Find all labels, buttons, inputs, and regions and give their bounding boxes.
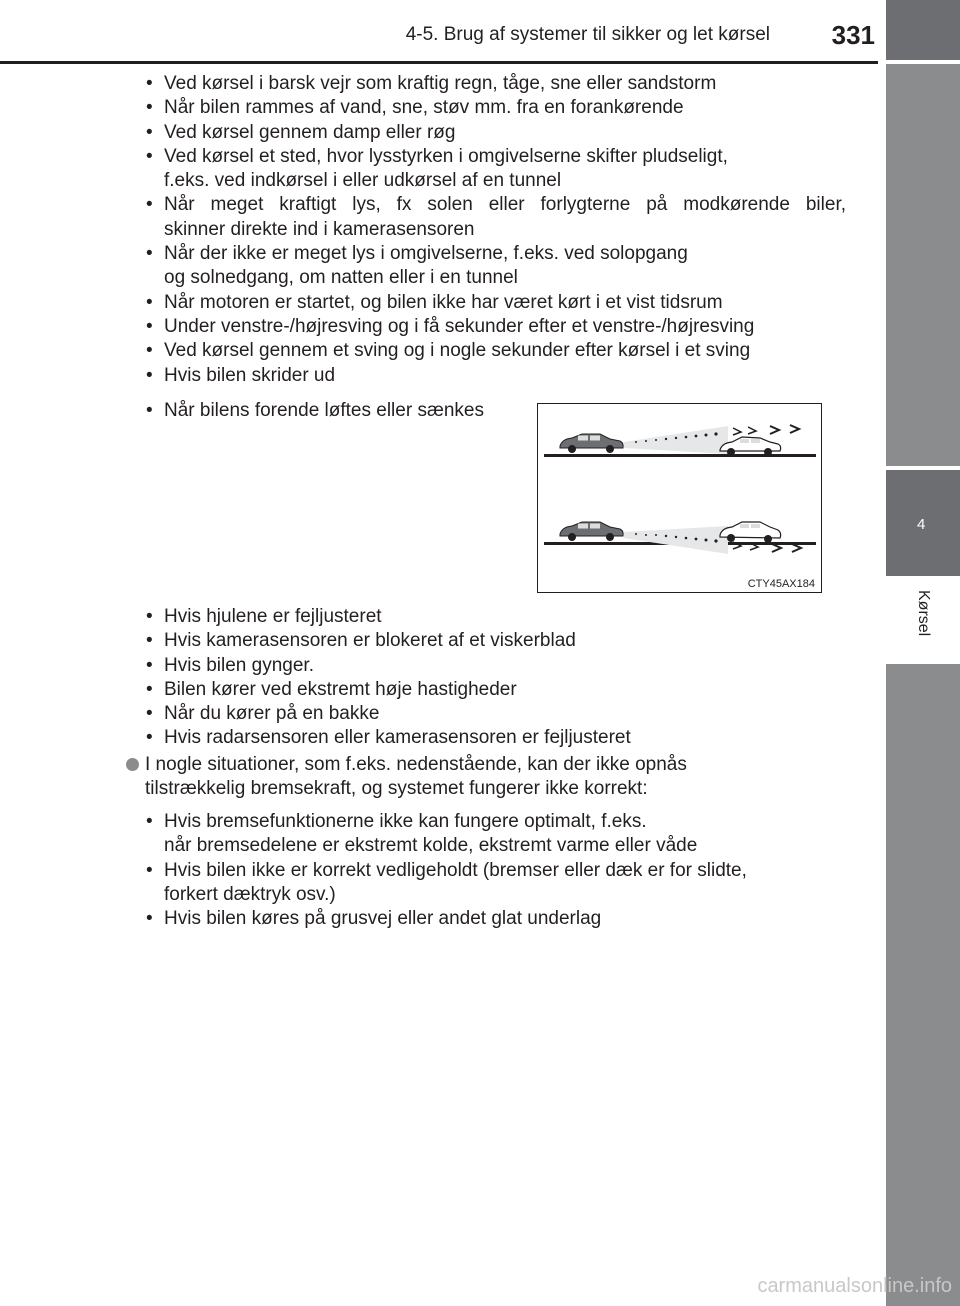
bullet: • <box>146 340 153 362</box>
side-tab-lower <box>886 664 960 1306</box>
list-item <box>146 364 846 388</box>
list-item-text: Hvis hjulene er fejljusteret <box>164 606 382 627</box>
list-item-text-cont: f.eks. ved indkørsel i eller udkørsel af en tunnel <box>164 170 562 192</box>
list-item <box>146 145 846 194</box>
list-item <box>146 399 526 423</box>
list-item-text: Hvis bilen køres på grusvej eller andet glat underlag <box>164 908 602 930</box>
figure-code: CTY45AX184 <box>747 578 815 590</box>
list-item-text: Når meget kraftigt lys, fx solen eller forlygterne på modkørende biler, <box>164 194 846 216</box>
condition-list-2 <box>146 605 846 751</box>
bullet: • <box>146 859 153 881</box>
list-item-text-cont: og solnedgang, om natten eller i en tunnel <box>164 267 518 289</box>
bullet: • <box>146 606 153 627</box>
bullet: • <box>146 400 153 421</box>
list-item <box>146 339 846 363</box>
car-left-top-icon <box>560 434 623 453</box>
note-line: I nogle situationer, som f.eks. nedenstående, kan der ikke opnås <box>145 754 687 775</box>
chapter-tab <box>886 470 960 576</box>
list-item-text-cont: forkert dæktryk osv.) <box>164 883 336 905</box>
list-item-text: Ved kørsel et sted, hvor lysstyrken i omgivelserne skifter pludseligt, <box>164 145 728 167</box>
list-item-text: Hvis bilen skrider ud <box>164 364 336 386</box>
list-item <box>146 605 846 629</box>
list-item-text: Hvis radarsensoren eller kamerasensoren er fejljusteret <box>164 727 631 749</box>
side-tab-upper <box>886 64 960 466</box>
list-item-text: Ved kørsel i barsk vejr som kraftig regn, tåge, sne eller sandstorm <box>164 73 717 94</box>
list-item-text: Ved kørsel gennem damp eller røg <box>164 121 456 143</box>
bullet: • <box>146 243 153 265</box>
illustration-front-lift <box>537 403 822 593</box>
car-right-top-icon <box>720 437 781 456</box>
header-rule <box>0 61 878 64</box>
list-item-text: Hvis kamerasensoren er blokeret af et viskerblad <box>164 630 576 652</box>
condition-list-1 <box>146 72 846 388</box>
chapter-number: 4 <box>917 516 926 533</box>
list-item <box>146 907 846 931</box>
chapter-label-box <box>886 580 960 660</box>
bullet: • <box>146 291 153 313</box>
bullet: • <box>146 145 153 167</box>
list-item-text: Når du kører på en bakke <box>164 703 380 725</box>
bullet: • <box>146 908 153 930</box>
list-item <box>146 121 846 145</box>
list-item-text-cont: skinner direkte ind i kamerasensoren <box>164 218 475 240</box>
list-item <box>146 315 846 339</box>
cars-illustration <box>538 404 821 592</box>
list-item-text: Under venstre-/højresving og i få sekunder efter et venstre-/højresving <box>164 315 755 337</box>
list-item-text: Ved kørsel gennem et sving og i nogle sekunder efter kørsel i et sving <box>164 340 751 362</box>
page-number: 331 <box>831 20 875 50</box>
list-item-text: Når bilen rammes af vand, sne, støv mm. fra en forankørende <box>164 97 684 119</box>
figure-caption-item <box>146 399 526 423</box>
bullet: • <box>146 630 153 652</box>
list-item <box>146 702 846 726</box>
road-line-top <box>544 454 816 457</box>
bullet: • <box>146 73 153 94</box>
list-item <box>146 810 846 859</box>
bullet: • <box>146 811 153 832</box>
circle-bullet-icon <box>126 758 139 771</box>
list-item <box>146 96 846 120</box>
bullet: • <box>146 654 153 676</box>
bullet: • <box>146 121 153 143</box>
list-item-text: Hvis bilen ikke er korrekt vedligeholdt (bremser eller dæk er for slidte, <box>164 859 747 881</box>
list-item-text: Når bilens forende løftes eller sænkes <box>164 400 484 421</box>
list-item <box>146 654 846 678</box>
list-item-text: Hvis bilen gynger. <box>164 654 314 676</box>
list-item-text: Hvis bremsefunktionerne ikke kan fungere optimalt, f.eks. <box>164 811 647 832</box>
bullet: • <box>146 678 153 700</box>
list-item <box>146 678 846 702</box>
list-item <box>146 193 846 242</box>
list-item-text: Når der ikke er meget lys i omgivelserne, f.eks. ved solopgang <box>164 243 688 265</box>
side-tab-top <box>886 0 960 60</box>
list-item <box>146 242 846 291</box>
note-line-cont: tilstrækkelig bremsekraft, og systemet fungerer ikke korrekt: <box>145 778 648 800</box>
chapter-label: Kørsel <box>915 590 932 637</box>
list-item <box>146 291 846 315</box>
list-item <box>146 72 846 96</box>
bullet: • <box>146 97 153 119</box>
list-item-text: Når motoren er startet, og bilen ikke har været kørt i et vist tidsrum <box>164 291 723 313</box>
car-left-bottom-icon <box>560 522 623 541</box>
bullet: • <box>146 703 153 725</box>
bullet: • <box>146 315 153 337</box>
list-item <box>146 859 846 908</box>
bullet: • <box>146 194 153 216</box>
condition-list-3 <box>146 810 846 931</box>
list-item <box>146 726 846 750</box>
note-paragraph <box>145 753 845 802</box>
section-title: 4-5. Brug af systemer til sikker og let kørsel <box>405 24 770 45</box>
list-item-text: Bilen kører ved ekstremt høje hastigheder <box>164 678 517 700</box>
watermark: carmanualsonline.info <box>757 1275 952 1297</box>
car-right-bottom-icon <box>720 522 781 543</box>
list-item <box>146 629 846 653</box>
bullet: • <box>146 727 153 749</box>
list-item-text-cont: når bremsedelene er ekstremt kolde, ekstremt varme eller våde <box>164 835 698 857</box>
bullet: • <box>146 364 153 386</box>
